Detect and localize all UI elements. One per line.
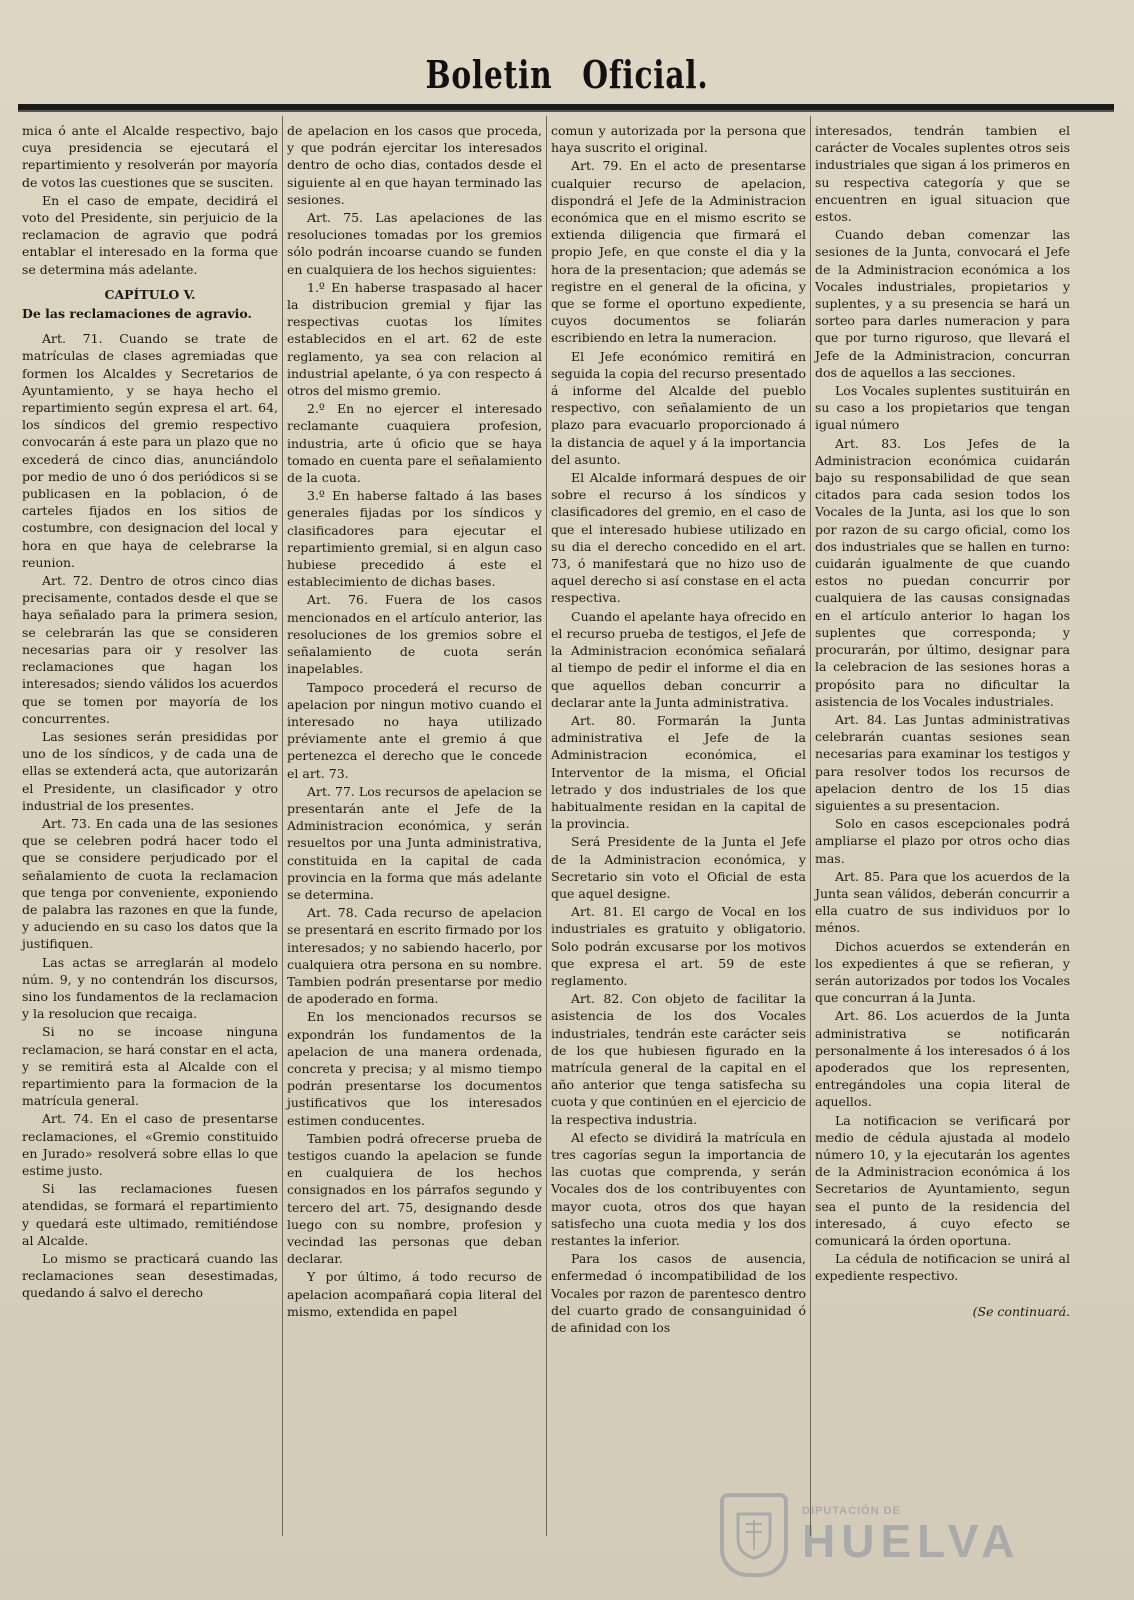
article-paragraph: Será Presidente de la Junta el Jefe de la Administracion económica, y Secretario sin voto el Oficial de esta que aquel designe.	[551, 834, 806, 901]
article-paragraph: Cuando deban comenzar las sesiones de la Junta, convocará el Jefe de la Administracion económica a los Vocales industriales, propietarios y suplentes, y a su presencia se hará un sorteo para darles numeracion y para que por turno riguroso, que llevará el Jefe de la Administracion, concurran dos de aquellos a las secciones.	[815, 227, 1070, 380]
watermark-label: HUELVA	[802, 1515, 1021, 1567]
article-paragraph: 1.º En haberse traspasado al hacer la distribucion gremial y fijar las respectivas cuotas los límites establecidos en el art. 62 de este reglamento, ya sea con relacion al industrial apelante, ó ya con respecto á otros del mismo gremio.	[287, 279, 542, 399]
article-paragraph: de apelacion en los casos que proceda, y que podrán ejercitar los interesados dentro de ocho dias, contados desde el siguiente al en que hayan terminado las sesiones.	[287, 123, 542, 207]
article-paragraph: La notificacion se verificará por medio de cédula ajustada al modelo número 10, y la ejecutarán los agentes de la Administracion económica á los Secretarios de Ayuntamiento, segun sea el punto de la residencia del interesado, á cuyo efecto se comunicará la órden oportuna.	[815, 1112, 1070, 1248]
column-3	[546, 116, 810, 1536]
article-paragraph: Las sesiones serán presididas por uno de los síndicos, y de cada una de ellas se extenderá acta, que autorizarán el Presidente, un clasificador y otro industrial de los presentes.	[22, 728, 278, 813]
column-4	[810, 116, 1074, 1536]
article-paragraph: Art. 76. Fuera de los casos mencionados en el artículo anterior, las resoluciones de los gremios sobre el señalamiento de cuota serán inapelables.	[287, 592, 542, 677]
chapter-heading: De las reclamaciones de agravio.	[22, 306, 252, 322]
article-paragraph: Para los casos de ausencia, enfermedad ó incompatibilidad de los Vocales por razon de parentesco dentro del cuarto grado de consanguinidad ó de afinidad con los	[551, 1251, 806, 1336]
article-paragraph: 2.º En no ejercer el interesado reclamante cuaquiera profesion, industria, arte ú oficio que se haya tomado en cuenta pare el señalamiento de la cuota.	[287, 401, 542, 486]
article-paragraph: comun y autorizada por la persona que haya suscrito el original.	[551, 123, 806, 156]
article-paragraph: Art. 78. Cada recurso de apelacion se presentará en escrito firmado por los interesados; y no sabiendo hacerlo, por cualquiera otra persona en su nombre. Tambien podrán presentarse por medio de apoderado en forma.	[287, 905, 542, 1007]
watermark-label-small: DIPUTACIÓN DE	[802, 1505, 901, 1517]
masthead-rule	[18, 104, 1114, 112]
article-paragraph: El Alcalde informará despues de oir sobre el recurso á los síndicos y clasificadores del gremio, en el caso de que el interesado hubiese utilizado en su dia el derecho concedido en el art. 73, ó manifestará que no hizo uso de aquel derecho si así constase en el acta respectiva.	[551, 470, 806, 606]
article-paragraph: Art. 82. Con objeto de facilitar la asistencia de los dos Vocales industriales, tendrán este carácter seis de los que hubiesen figurado en la matrícula general de la capital en el año anterior que tenga satisfecha su cuota y que continúen en el ejercicio de la respectiva industria.	[551, 991, 806, 1127]
article-paragraph: En los mencionados recursos se expondrán los fundamentos de la apelacion de una manera ordenada, concreta y precisa; y al mismo tiempo podrán presentarse los documentos justificativos que los interesados estimen conducentes.	[287, 1009, 542, 1128]
masthead-word-1: Boletin	[425, 52, 553, 97]
article-paragraph: Art. 79. En el acto de presentarse cualquier recurso de apelacion, dispondrá el Jefe de la Administracion económica que en el mismo escrito se extienda diligencia que firmará el propio Jefe, en que conste el dia y la hora de la presentacion; que además se registre en el general de la oficina, y que se forme el oportuno expediente, cuyos documentos se foliarán escribiendo en letra la numeracion.	[551, 158, 806, 346]
coat-of-arms-icon	[720, 1493, 788, 1577]
article-paragraph: En el caso de empate, decidirá el voto del Presidente, sin perjuicio de la reclamacion de agravio que podrá entablar el interesado en la forma que se determina más adelante.	[22, 192, 278, 277]
article-paragraph: La cédula de notificacion se unirá al expediente respectivo.	[815, 1251, 1070, 1284]
article-paragraph: Si las reclamaciones fuesen atendidas, se formará el repartimiento y quedará este ultimado, remitiéndose al Alcalde.	[22, 1181, 278, 1248]
article-paragraph: Art. 72. Dentro de otros cinco dias precisamente, contados desde el que se haya señalado para la primera sesion, se celebrarán las que se consideren necesarias para oir y resolver las reclamaciones que hagan los interesados; siendo válidos los acuerdos que se tomen por mayoría de los concurrentes.	[22, 573, 278, 726]
article-paragraph: Art. 84. Las Juntas administrativas celebrarán cuantas sesiones sean necesarias para examinar los testigos y para resolver todos los recursos de apelacion dentro de los 15 dias siguientes a su presentacion.	[815, 711, 1070, 813]
article-paragraph: Art. 85. Para que los acuerdos de la Junta sean válidos, deberán concurrir a ella cuatro de sus individuos por lo ménos.	[815, 868, 1070, 936]
column-2	[282, 116, 546, 1536]
article-paragraph: Los Vocales suplentes sustituirán en su caso a los propietarios que tengan igual número	[815, 383, 1070, 433]
article-paragraph: Al efecto se dividirá la matrícula en tres cagorías segun la importancia de las cuotas que comprenda, y serán Vocales dos de los contribuyentes con mayor cuota, otros dos que hayan satisfecho una cuota media y los dos restantes la inferior.	[551, 1129, 806, 1248]
article-paragraph: Tambien podrá ofrecerse prueba de testigos cuando la apelacion se funde en cualquiera de los hechos consignados en los párrafos segundo y tercero del art. 75, designando desde luego con su nombre, profesion y vecindad las personas que deban declarar.	[287, 1130, 542, 1267]
article-paragraph: Art. 71. Cuando se trate de matrículas de clases agremiadas que formen los Alcaldes y Secretarios de Ayuntamiento, y se haya hecho el repartimiento según expresa el art. 64, los síndicos del gremio respectivo convocarán á este para un plazo que no excederá de cinco dias, anunciándolo por medio de uno ó dos periódicos si se publicasen en la poblacion, ó de carteles fijados en los sitios de costumbre, con designacion del local y hora en que haya de celebrarse la reunion.	[22, 331, 278, 570]
text-columns	[18, 116, 1116, 1536]
article-paragraph: El Jefe económico remitirá en seguida la copia del recurso presentado á informe del Alcalde del pueblo respectivo, con señalamiento de un plazo para evacuarlo proporcionado á la distancia de aquel y á la importancia del asunto.	[551, 348, 806, 467]
column-1	[18, 116, 282, 1536]
article-paragraph: interesados, tendrán tambien el carácter de Vocales suplentes otros seis industriales que sigan á los primeros en su respectiva categoría y que se encuentren en igual situacion que estos.	[815, 123, 1070, 225]
masthead-word-2: Oficial.	[582, 52, 709, 97]
article-paragraph: Art. 75. Las apelaciones de las resoluciones tomadas por los gremios sólo podrán incoarse cuando se funden en cualquiera de los hechos siguientes:	[287, 210, 542, 277]
article-paragraph: Art. 81. El cargo de Vocal en los industriales es gratuito y obligatorio. Solo podrán excusarse por los motivos que expresa el art. 59 de este reglamento.	[551, 904, 806, 988]
article-paragraph: Tampoco procederá el recurso de apelacion por ningun motivo cuando el interesado no haya utilizado préviamente ante el gremio á que pertenezca el derecho que le concede el art. 73.	[287, 679, 542, 781]
article-paragraph: Cuando el apelante haya ofrecido en el recurso prueba de testigos, el Jefe de la Administracion económica señalará al tiempo de pedir el informe el dia en que aquellos deban concurrir a declarar ante la Junta administrativa.	[551, 608, 806, 710]
article-paragraph: Art. 73. En cada una de las sesiones que se celebren podrá hacer todo el que se considere perjudicado por el señalamiento de cuota la reclamacion que tenga por conveniente, exponiendo de palabra las razones en que la funde, y aduciendo en su caso los datos que la justifiquen.	[22, 815, 278, 952]
article-paragraph: Art. 80. Formarán la Junta administrativa el Jefe de la Administracion económica, el Interventor de la misma, el Oficial letrado y dos industriales de los que habitualmente residan en la capital de la provincia.	[551, 712, 806, 832]
article-paragraph: Si no se incoase ninguna reclamacion, se hará constar en el acta, y se remitirá esta al Alcalde con el repartimiento para la formacion de la matrícula general.	[22, 1024, 278, 1109]
article-paragraph: Art. 86. Los acuerdos de la Junta administrativa se notificarán personalmente á los interesados ó á los apoderados que los representen, entregándoles una copia literal de aquellos.	[815, 1008, 1070, 1110]
article-paragraph: Art. 77. Los recursos de apelacion se presentarán ante el Jefe de la Administracion económica, y serán resueltos por una Junta administrativa, constituida en la capital de cada provincia en la forma que más adelante se determina.	[287, 783, 542, 902]
article-paragraph: Lo mismo se practicará cuando las reclamaciones sean desestimadas, quedando á salvo el derecho	[22, 1251, 278, 1301]
chapter-heading: CAPÍTULO V.	[104, 286, 196, 302]
article-paragraph: Art. 74. En el caso de presentarse reclamaciones, el «Gremio constituido en Jurado» resolverá sobre ellas lo que estime justo.	[22, 1111, 278, 1178]
article-paragraph: Solo en casos escepcionales podrá ampliarse el plazo por otros ocho dias mas.	[815, 816, 1070, 866]
article-paragraph: mica ó ante el Alcalde respectivo, bajo cuya presidencia se ejecutará el repartimiento y resolverán por mayoría de votos las cuestiones que se susciten.	[22, 123, 278, 190]
article-paragraph: Dichos acuerdos se extenderán en los expedientes á que se refieran, y serán autorizados por todos los Vocales que concurran á la Junta.	[815, 938, 1070, 1006]
article-paragraph: Art. 83. Los Jefes de la Administracion económica cuidarán bajo su responsabilidad de que sean citados para cada sesion todos los Vocales de la Junta, asi los que lo son por razon de su cargo oficial, como los dos industriales que se hallen en turno: cuidarán igualmente de que cuando estos no puedan concurrir por cualquiera de las causas consignadas en el artículo anterior lo hagan los suplentes que corresponda; y procurarán, por último, designar para la celebracion de las sesiones horas a propósito para no dificultar la asistencia de los Vocales industriales.	[815, 435, 1070, 709]
article-paragraph: Y por último, á todo recurso de apelacion acompañará copia literal del mismo, extendida en papel	[287, 1269, 542, 1319]
masthead-title	[125, 52, 1010, 97]
article-paragraph: 3.º En haberse faltado á las bases generales fijadas por los síndicos y clasificadores para ejecutar el repartimiento gremial, si en algun caso hubiese precedido á este el establecimiento de dichas bases.	[287, 488, 542, 590]
article-paragraph: (Se continuará.	[972, 1303, 1070, 1319]
archive-watermark	[720, 1490, 1060, 1580]
article-paragraph: Las actas se arreglarán al modelo núm. 9, y no contendrán los discursos, sino los fundamentos de la reclamacion y la resolucion que recaiga.	[22, 954, 278, 1022]
